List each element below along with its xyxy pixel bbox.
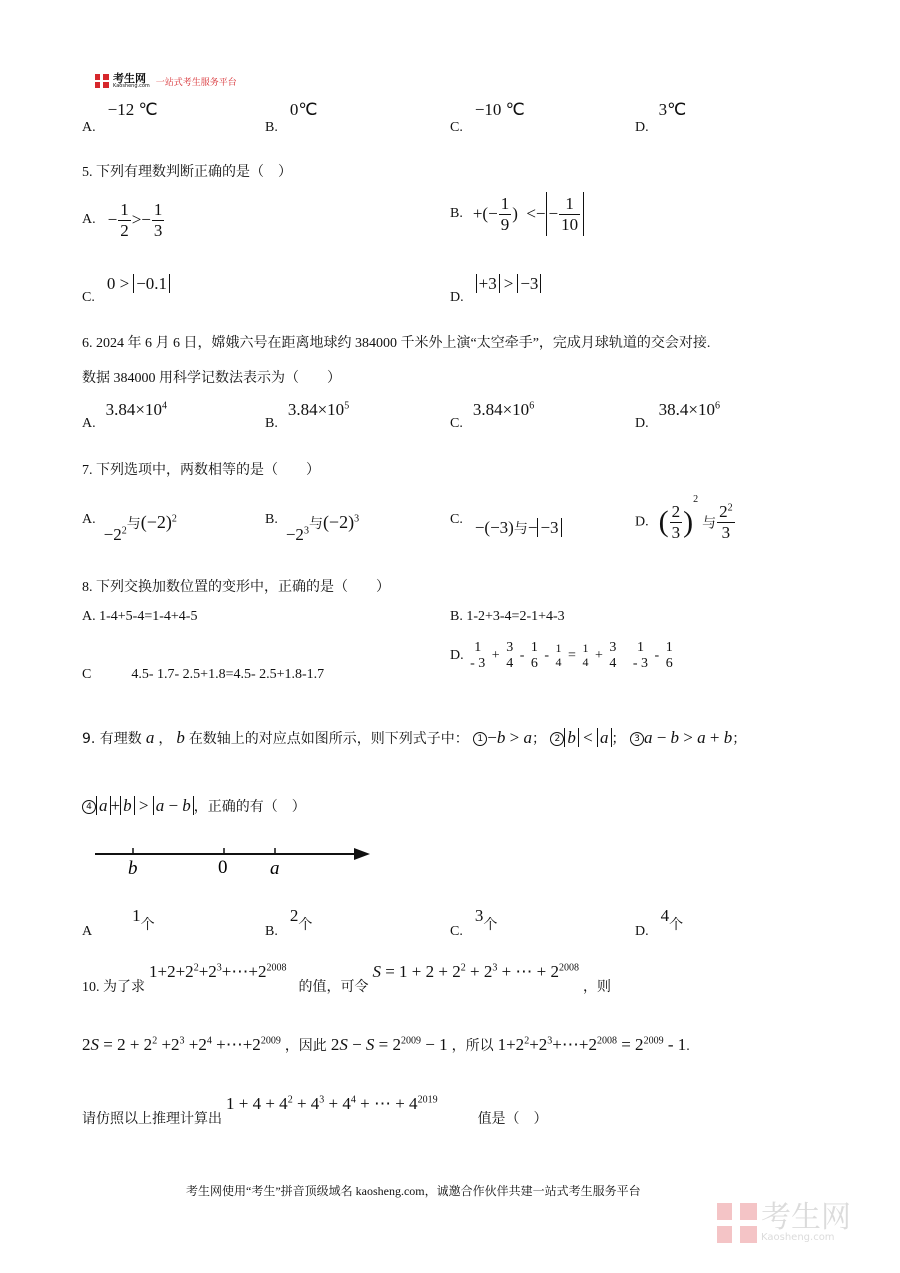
q6-option-b[interactable]: B. $3.84\times 10^5$ (265, 400, 350, 431)
axis-label-a: a (270, 858, 280, 879)
q4-option-a[interactable]: A. −12 ℃ (82, 100, 158, 135)
q9-option-a[interactable]: A 1个 (82, 906, 155, 939)
q10-line1: 10. 为了求 $1+2+2^2+2^3+\cdots+2^{2008}$ 的值，可令 $S = 1 + 2 + 2^2 + 2^3$ + ⋯ + $2^{2008}$ ，则 (82, 962, 612, 995)
q8-option-c[interactable]: C 4.5- 1.7- 2.5+1.8=4.5- 2.5+1.8-1.7 (82, 667, 325, 682)
q6-option-d[interactable]: D. $38.4\times 10^6$ (635, 400, 720, 431)
footer-watermark (717, 1200, 851, 1243)
q9-option-b[interactable]: B. 2个 (265, 906, 313, 939)
footer-text: 考生网使用“考生”拼音顶级域名 kaosheng.com，诚邀合作伙伴共建一站式考生服务平台 (186, 1184, 641, 1198)
q9-stem-line2: 4 a + b > a − b ，正确的有（ ） (82, 796, 306, 816)
q4-option-d[interactable]: D. 3℃ (635, 100, 687, 135)
q5-option-d[interactable]: D. +3 > −3 (450, 274, 541, 294)
logo-icon (95, 74, 109, 88)
q8-option-a[interactable]: A. 1-4+5-4=1-4+4-5 (82, 609, 198, 624)
watermark-sub: Kaosheng.com (761, 1232, 835, 1243)
q9-stem: 9. 有理数 a ， b 在数轴上的对应点如图所示，则下列式子中： 1 −b > a； 2 b < a ； 3 a − b > a + b； (82, 728, 747, 747)
q5-stem: 5. 下列有理数判断正确的是（ ） (82, 165, 292, 180)
q7-stem: 7. 下列选项中，两数相等的是（ ） (82, 463, 320, 478)
watermark-name: 考生网 (761, 1200, 851, 1235)
q5-option-a[interactable]: A. − $\frac{1}{2}$ >− $\frac{1}{3}$ (82, 200, 163, 240)
q9-option-c[interactable]: C. 3个 (450, 906, 498, 939)
q5-option-b[interactable]: B. +(− $\frac{1}{9}$ ) <− − $\frac{1}{10}$ (450, 192, 584, 236)
q7-option-b[interactable]: B. $-2^3$与$(-2)^3$ (265, 512, 360, 544)
q9-option-d[interactable]: D. 4个 (635, 906, 684, 939)
q10-line2: $2S = 2 + 2^2 +2^3 +2^4$ $+\cdots+2^{2009}$ ，因此 $2S - S = 2^{2009} - 1$ ，所以 $1+2^2+2^3+\cdots+2^{2008} = 2^{2009} - 1$. (82, 1035, 690, 1054)
q7-option-d[interactable]: D. ( $\frac{2}{3}$ )$^2$ 与 $\frac{2^2}{3}$ (635, 494, 733, 542)
watermark-icon (717, 1203, 757, 1243)
q5-option-c[interactable]: C. 0 > −0.1 (82, 274, 170, 294)
q7-option-c[interactable]: C. −(−3)与− −3 (450, 512, 562, 532)
q6-option-c[interactable]: C. $3.84\times 10^6$ (450, 400, 535, 431)
q10-line3: 请仿照以上推理计算出 $1 + 4 + 4^2 + 4^3 + 4^4$ + ⋯ + $4^{2019}$ 值是（ ） (82, 1094, 548, 1127)
logo-name: 考生网 (113, 72, 146, 86)
number-line (90, 840, 380, 880)
q4-option-c[interactable]: C. −10 ℃ (450, 100, 525, 135)
q7-option-a[interactable]: A. $-2^2$与$(-2)^2$ (82, 512, 177, 544)
logo-slogan: 一站式考生服务平台 (155, 77, 237, 88)
q8-option-d[interactable]: D. 1 - 3 + 3 4 - 1 6 - 1 4 = 1 4 + 3 4 1 - 3 - 1 6 (450, 640, 673, 672)
q8-option-b[interactable]: B. 1-2+3-4=2-1+4-3 (450, 609, 565, 624)
axis-label-b: b (128, 858, 138, 879)
q4-option-b[interactable]: B. 0℃ (265, 100, 318, 135)
q6-stem-line1: 6. 2024 年 6 月 6 日，嫦娥六号在距离地球约 384000 千米外上演“太空牵手”，完成月球轨道的交会对接. (82, 336, 711, 351)
q8-stem: 8. 下列交换加数位置的变形中，正确的是（ ） (82, 580, 390, 595)
axis-label-0: 0 (218, 857, 228, 878)
q6-option-a[interactable]: A. $3.84\times 10^4$ (82, 400, 167, 431)
header-logo (95, 72, 237, 90)
q6-stem-line2: 数据 384000 用科学记数法表示为（ ） (82, 371, 341, 386)
logo-sub: Kaosheng.com (113, 83, 150, 90)
